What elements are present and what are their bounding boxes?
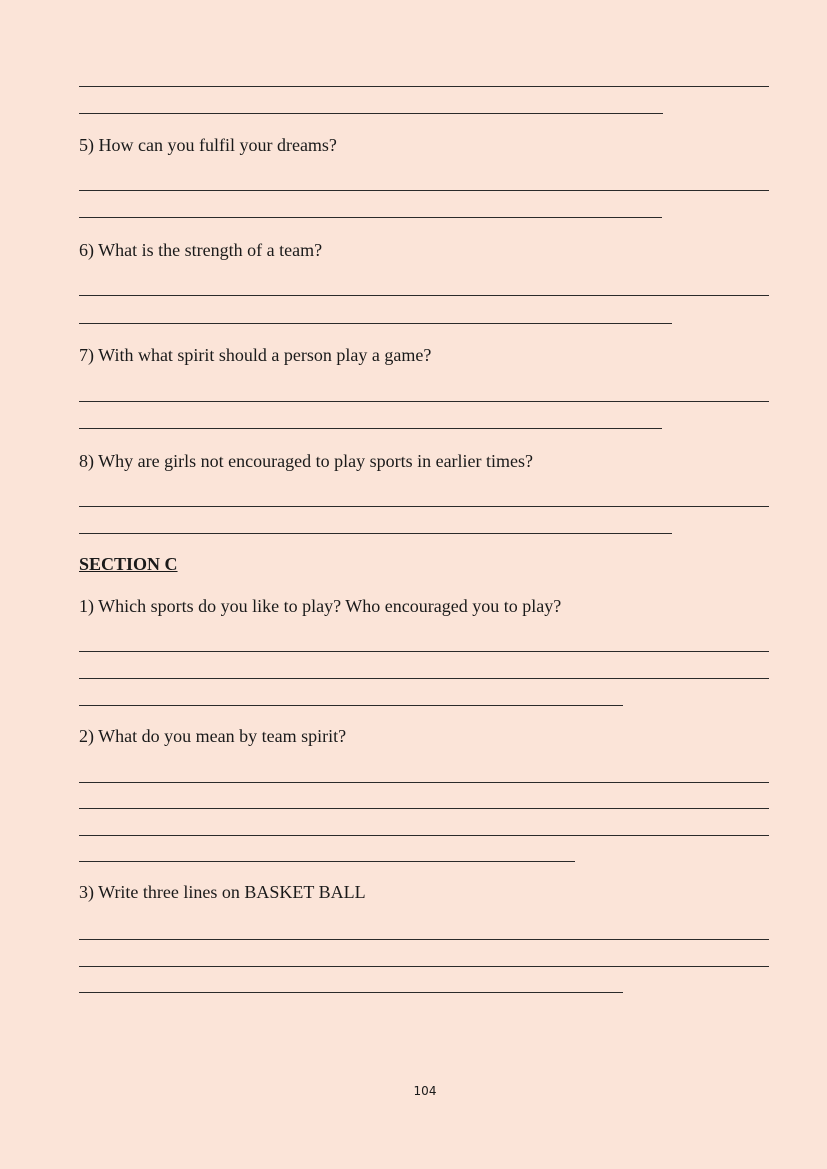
answer-line bbox=[79, 506, 769, 507]
answer-line bbox=[79, 966, 769, 967]
question-6: 6) What is the strength of a team? bbox=[79, 240, 323, 260]
question-5: 5) How can you fulfil your dreams? bbox=[79, 135, 337, 155]
answer-line bbox=[79, 217, 662, 218]
answer-line bbox=[79, 401, 769, 402]
answer-line bbox=[79, 861, 575, 862]
section-c-question-2: 2) What do you mean by team spirit? bbox=[79, 726, 347, 746]
answer-line bbox=[79, 835, 769, 836]
question-7: 7) With what spirit should a person play a game? bbox=[79, 345, 432, 365]
answer-line bbox=[79, 678, 769, 679]
answer-line bbox=[79, 295, 769, 296]
answer-line bbox=[79, 190, 769, 191]
answer-line bbox=[79, 651, 769, 652]
answer-line bbox=[79, 533, 672, 534]
answer-line bbox=[79, 428, 662, 429]
section-c-question-3: 3) Write three lines on BASKET BALL bbox=[79, 882, 366, 902]
answer-line bbox=[79, 939, 769, 940]
question-8: 8) Why are girls not encouraged to play sports in earlier times? bbox=[79, 451, 534, 471]
answer-line bbox=[79, 705, 623, 706]
section-c-question-1: 1) Which sports do you like to play? Who encouraged you to play? bbox=[79, 596, 562, 616]
answer-line bbox=[79, 992, 623, 993]
answer-line bbox=[79, 808, 769, 809]
answer-line bbox=[79, 782, 769, 783]
answer-line bbox=[79, 323, 672, 324]
page-number: 104 bbox=[413, 1084, 437, 1098]
answer-line bbox=[79, 86, 769, 87]
answer-line bbox=[79, 113, 663, 114]
section-c-heading: SECTION C bbox=[79, 554, 178, 574]
